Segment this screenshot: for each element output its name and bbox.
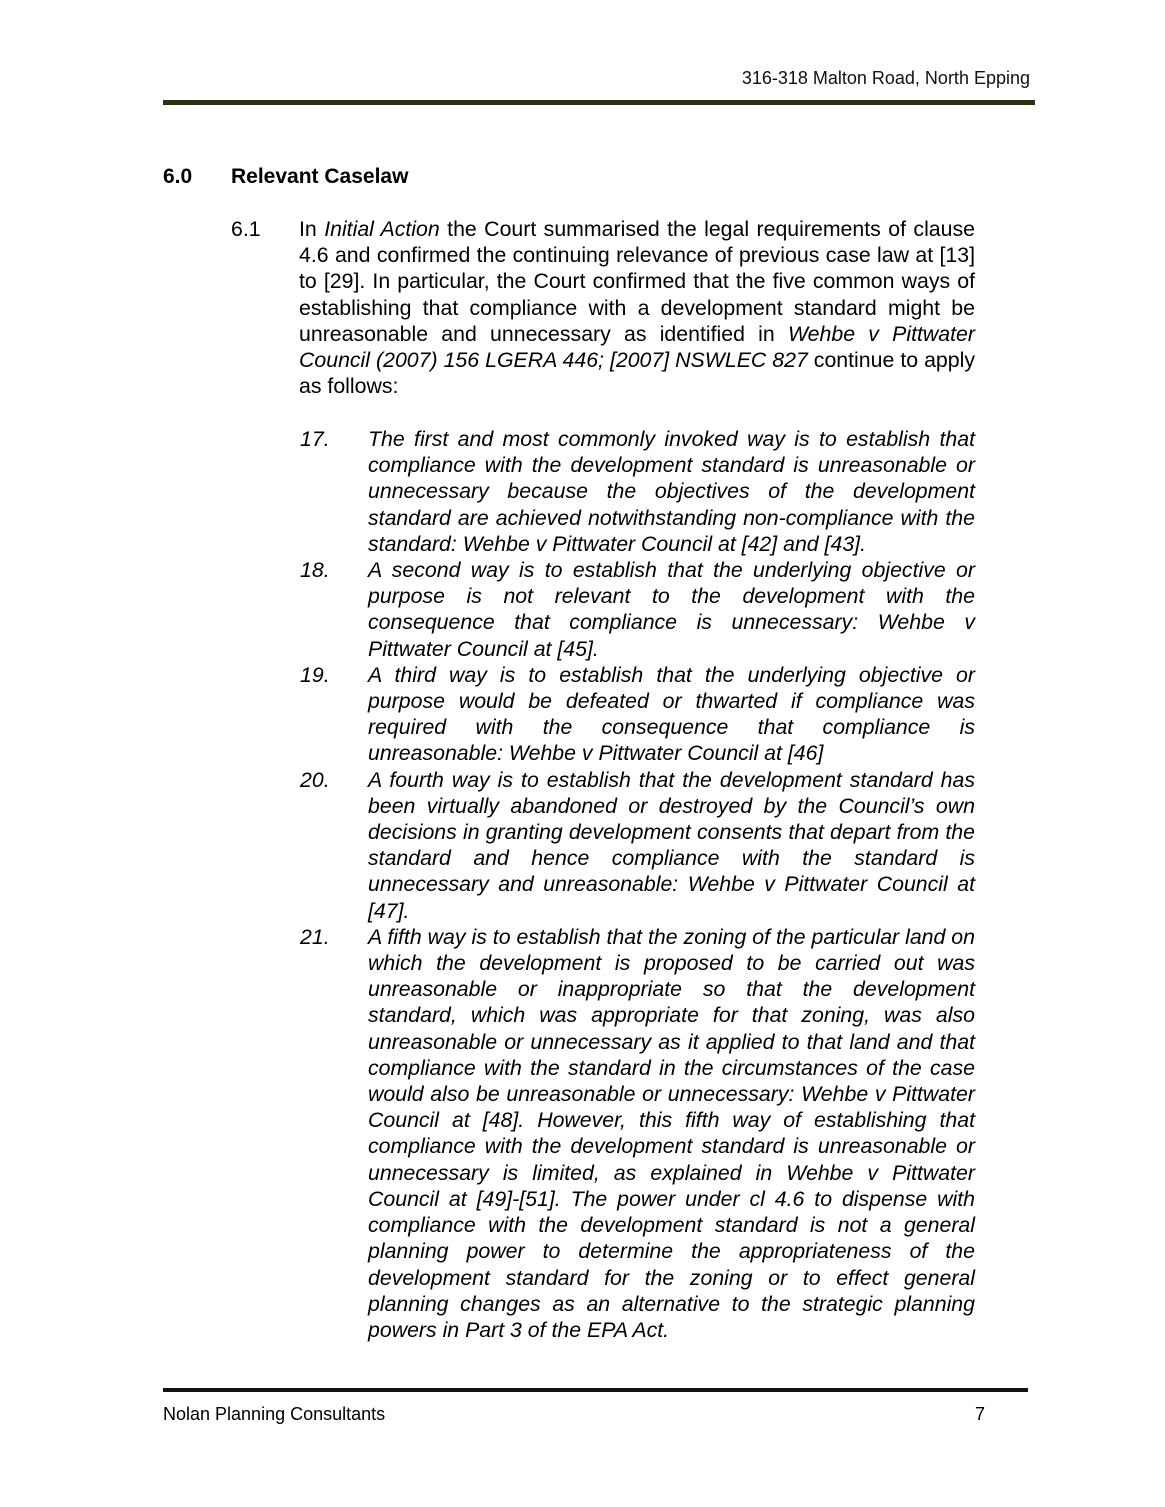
list-item <box>300 924 975 1343</box>
list-item-text: The first and most commonly invoked way is to establish that compliance with the development standard is unreasonable or unnecessary because the objectives of the development standard are achieved notwithstanding non-compliance with the standard: Wehbe v Pittwater Council at [42] and [43]. <box>368 427 975 556</box>
paragraph-body-1: the Court summarised the legal requirements of clause 4.6 and confirmed the continuing relevance of previous case law at [13] to [29]. In particular, the Court confirmed that the five common ways of establishing that compliance with a development standard might be unreasonable and unnecessary as identified in <box>299 217 975 346</box>
list-item-number: 19. <box>300 662 330 687</box>
header-address: 316-318 Malton Road, North Epping <box>741 68 1030 88</box>
section-heading <box>163 165 408 189</box>
list-item-number: 18. <box>300 558 330 583</box>
list-item-text: A third way is to establish that the underlying objective or purpose would be defeated or thwarted if compliance was required with the consequence that compliance is unreasonable: Wehbe v Pittwater Council at [46] <box>368 662 975 766</box>
section-number: 6.0 <box>163 165 193 188</box>
list-item-number: 20. <box>300 767 330 792</box>
footer-company: Nolan Planning Consultants <box>163 1404 386 1424</box>
paragraph-number: 6.1 <box>231 217 261 241</box>
list-item-number: 21. <box>300 924 330 949</box>
list-item <box>300 767 975 924</box>
paragraph-body-2: continue to apply as follows: <box>299 348 975 399</box>
section-title: Relevant Caselaw <box>231 165 409 188</box>
list-item <box>300 426 975 557</box>
page-number: 7 <box>975 1404 986 1424</box>
paragraph-lead: In <box>299 217 325 241</box>
list-item-text: A fourth way is to establish that the development standard has been virtually abandoned or destroyed by the Council’s own decisions in granting development consents that depart from the standard and hence compliance with the standard is unnecessary and unreasonable: Wehbe v Pittwater Council at [47]. <box>368 767 975 923</box>
paragraph-6-1 <box>231 216 975 399</box>
footer-divider <box>163 1388 1028 1392</box>
paragraph-text <box>299 216 975 399</box>
list-item-number: 17. <box>300 427 330 451</box>
case-citation: Wehbe v Pittwater Council (2007) 156 LGERA 446; [2007] NSWLEC 827 <box>299 321 975 373</box>
list-item <box>300 557 975 662</box>
case-name: Initial Action <box>324 217 440 241</box>
quoted-ways-list <box>300 426 975 1343</box>
list-item-text: A second way is to establish that the underlying objective or purpose is not relevant to the development with the consequence that compliance is unnecessary: Wehbe v Pittwater Council at [45]. <box>368 558 975 661</box>
header-divider <box>163 100 1035 105</box>
list-item-text: A fifth way is to establish that the zoning of the particular land on which the development is proposed to be carried out was unreasonable or inappropriate so that the development standard, which was appropriate for that zoning, was also unreasonable or unnecessary as it applied to that land and that compliance with the standard in the circumstances of the case would also be unreasonable or unnecessary: Wehbe v Pittwater Council at [48]. However, this fifth way of establishing that compliance with the development standard is unreasonable or unnecessary is limited, as explained in Wehbe v Pittwater Council at [49]-[51]. The power under cl 4.6 to dispense with compliance with the development standard is not a general planning power to determine the appropriateness of the development standard for the zoning or to effect general planning changes as an alternative to the strategic planning powers in Part 3 of the EPA Act. <box>368 924 975 1342</box>
list-item <box>300 662 975 767</box>
